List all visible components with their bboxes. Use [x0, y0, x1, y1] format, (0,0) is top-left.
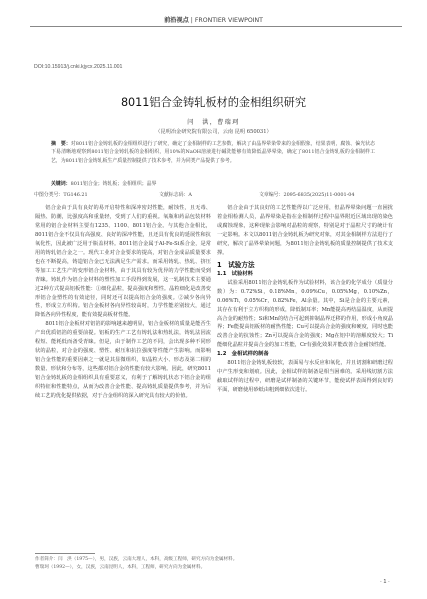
section-separator: |: [188, 17, 195, 24]
body-paragraph: 8011铝合金板材对铝箔的影响越来越明显，铝合金板材的质量是能否生产出优质铝箔的重要前提。铝板的生产工艺有铸轧法和热轧法，铸轧法因流程短、能耗低而备受青睐。但是，由于制作工艺的不同，会出现多种不同形状的晶粒，对合金的强度、塑性、耐压和抗拉强度等性能产生影响。而影响铝合金性能的重要因素之一就是其显微组织，如晶粒大小、形态及第二相的数量、形状和分布等，这些都对铝合金的性能有较大影响。因此，研究8011铝合金铸轧板的金相组织具有重要意义，有利于了解铸轧状态下铝合金的组织特征和性能特点，从而为改善合金性能、提高铸轧质量提供参考，并为后续工艺的优化提供依据，对于合金组织的深入研究具有较大的价值。: [35, 321, 211, 400]
page-number: · 1 ·: [380, 579, 390, 585]
authors: 闫 洪，曹瑞珂: [187, 119, 240, 126]
article-title: 8011铝合金铸轧板材的金相组织研究: [120, 96, 307, 109]
article-number: 文章编号：2095-6835(2025)11-0001-04: [259, 192, 355, 198]
body-paragraph: 试验采用8011铝合金铸轧板作为试验材料，该合金的化学成分（质量分数）为：0.72%Si，0.18%Mn，0.09%Cu，0.05%Mg，0.10%Zn，0.06%Ti，0.05%Cr，0.82%Fe，Al余量。其中，Si是合金的主要元素，其存在有利于立方织构的形成，降低制耳率；Mn能提高再结晶温度，从而提高合金的耐热性；Si和Mn的结合可起到抑制晶界迁移的作用，形成小角度晶界；Fe能提高铝板材的耐热性能；Cu可以提高合金的强度和硬度，同时也能改善合金的抗蚀性；Zn可以提高合金的强度；Mg在铝中的溶解度较大；Ti能细化晶粒并提高合金的加工性能，Cr有强化效果并能改善合金耐蚀性能。: [217, 279, 393, 349]
right-column: [217, 204, 393, 574]
footnote-author-2: 曹瑞珂（1992—），女，汉族，云南昆明人，本科，工程师，研究方向为金属材料。: [35, 565, 206, 570]
body-paragraph: 铝合金由于具有良好的易开启特性和深冲密封性能，耐蚀性，且无毒、隔热、防潮，比强度高和重量轻，受到了人们的重视。氧瓶和药品包装材料常用的铝合金材料主要有1235、1100、8011铝合金。与其他合金相比，8011铝合金不仅具有高强度、良好的深冲性能，且还具有优良的延展性和抗氧化性，因此被广泛用于瓶盖材料。8011铝合金属于Al-Fe-Si系合金，是常用的铸轧铝合金之一。现代工业对合金要求的提高，对铝合金成品质量要求也在不断提高，铸造铝合金已无法满足生产需求。而采用铸轧、热轧、挤压等加工工艺生产的变形铝合金材料，由于其具有较为优异的力学性能而受到青睐。铸轧作为铝合金材料的塑性加工手段得到发展，这一轧制技术主要通过2种方式提高铝板性能：①细化晶粒，提高强度和塑性。晶粒细化是改善变形铝合金塑性的有效途径，同时还可以提高铝合金的强度。②减少各向异性，形成立方织构。铝合金板材各向异性较高时，力学性能差别较大，通过降低各向异性程度，能有效提高板材性能。: [35, 205, 211, 319]
body-paragraph: 8011铝合金铸轧板较软，表面易与水反应和氧化，并且切割和研磨过程中产生形变和划痕。因此，金相试样的制备是相当困难的。采用线切割方法截取试样的过程中，研磨是试样制备的关键环节，能使试样表面得到良好的平面，研磨使用砂纸由粗到细依次进行。: [217, 360, 393, 394]
section-heading: 1 试验方法: [217, 260, 255, 269]
footnote-author-1: 作者简介：闫 洪（1975—），男，汉族，云南大理人，本科，高级工程师，研究方向为金属材料。: [35, 557, 238, 562]
abstract: [51, 140, 375, 165]
section-name-en: FRONTIER VIEWPOINT: [194, 17, 263, 24]
abstract-text: 对8011铝合金铸轧板的金相组织进行了研究，确定了金相制样的工艺参数，解决了由晶界晕染带来的金相假象，结果表明，腐蚀、偏光状态下易清晰地观察到8011铝合金铸轧板的金相组织，用10%的NaOH溶液进行碱洗能够有效降低晶界晕染，确定了8011铝合金铸轧板的金相制样工艺，为8011铝合金铸轧板生产质量控制提供了技术参考，并为同类产品提供了参考。: [51, 141, 375, 164]
keywords: [51, 180, 375, 187]
affiliation: （昆明冶金研究院有限公司，云南 昆明 650031）: [155, 129, 272, 135]
keywords-text: 8011铝合金；铸轧板；金相组织；晶界: [70, 181, 157, 187]
section-name-cn: 前沿视点: [164, 17, 189, 24]
header-rule: [30, 26, 402, 27]
abstract-label: 摘 要：: [51, 141, 71, 147]
subsection-heading: 1.1 试验材料: [217, 270, 253, 277]
left-column: [35, 204, 211, 574]
doi: DOI:10.15913/j.cnki.kjycx.2025.11.001: [34, 64, 123, 70]
journal-header: [0, 15, 427, 24]
footnote-rule: [35, 553, 95, 554]
keywords-label: 关键词：: [51, 181, 71, 187]
body-paragraph: 铝合金由于其良好的工艺性能得以广泛应用，但晶界晕染问题一直困扰着金相检测人员，晶界晕染是指在金相制样过程中晶界附近区域出现的染色或腐蚀现象，这种现象会影响对晶粒的观察，特别是对于晶粒尺寸的统计有一定影响。本文以8011铝合金铸轧板为研究对象，对其金相制样方法进行了研究，解决了晶界晕染问题，为8011铝合金铸轧板的质量控制提供了技术支撑。: [217, 205, 393, 256]
clc-number: 中图分类号：TG146.21: [34, 192, 88, 198]
subsection-heading: 1.2 金相试样的制备: [217, 351, 269, 358]
document-code: 文献标志码：A: [159, 192, 192, 198]
